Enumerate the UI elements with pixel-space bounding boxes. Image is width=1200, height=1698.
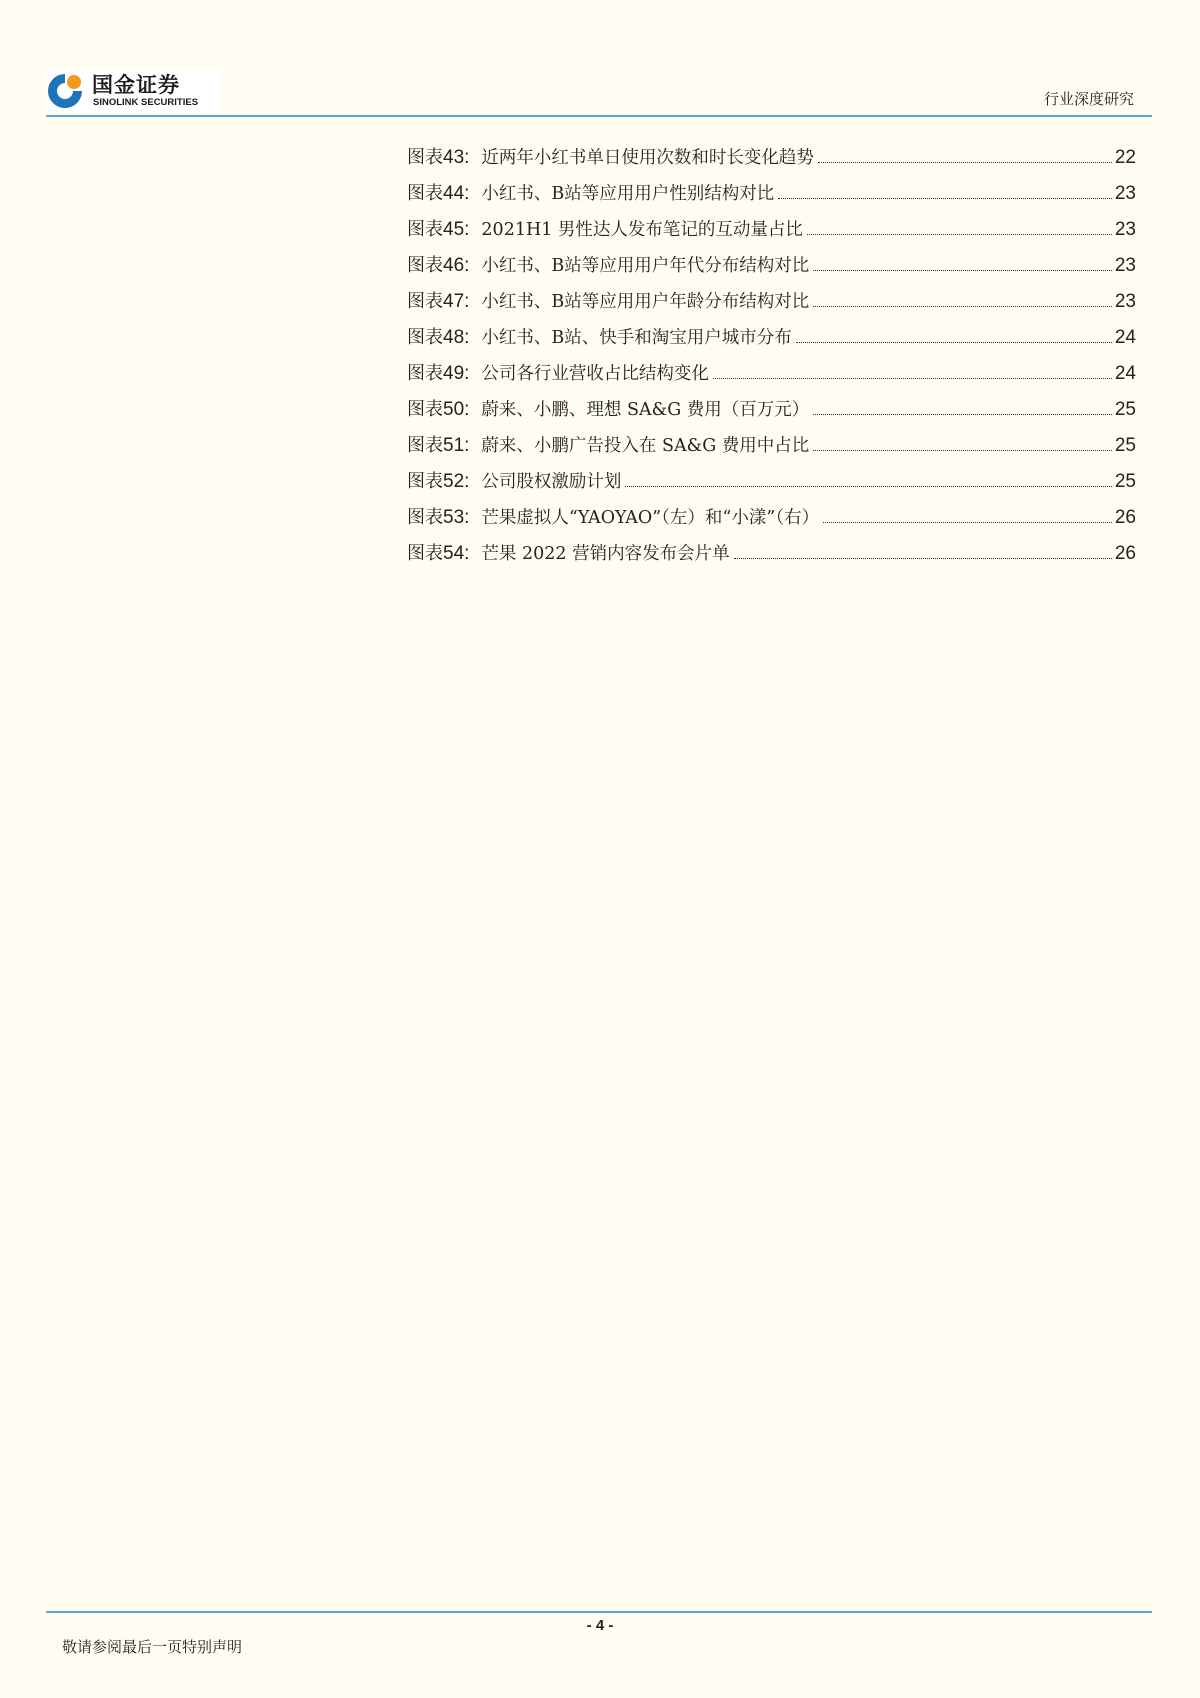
page-number: - 4 -: [586, 1617, 614, 1634]
dot-leader: [813, 306, 1112, 307]
figure-number: 47: [443, 291, 465, 312]
logo-english-name: SINOLINK SECURITIES: [93, 97, 199, 108]
page-header: [46, 68, 1152, 116]
toc-entry[interactable]: [407, 287, 1136, 323]
figure-title: 2021H1 男性达人发布笔记的互动量占比: [481, 220, 803, 240]
figure-number: 53: [443, 507, 465, 528]
figure-prefix: 图表: [407, 255, 443, 276]
figure-number: 44: [443, 183, 465, 204]
figure-title: 小红书、B站、快手和淘宝用户城市分布: [481, 328, 792, 348]
figure-prefix: 图表: [407, 543, 443, 564]
figure-title: 芒果 2022 营销内容发布会片单: [481, 544, 730, 564]
figure-colon: :: [464, 219, 470, 240]
figure-number: 51: [443, 435, 465, 456]
toc-entry[interactable]: [407, 251, 1136, 287]
dot-leader: [778, 198, 1112, 199]
toc-entry[interactable]: [407, 503, 1136, 539]
figure-colon: :: [464, 147, 470, 168]
dot-leader: [823, 522, 1112, 523]
dot-leader: [813, 450, 1112, 451]
figure-title: 蔚来、小鹏、理想 SA&G 费用（百万元）: [481, 400, 810, 420]
figure-page-number: 26: [1114, 507, 1136, 528]
figure-list: [407, 143, 1136, 575]
figure-number: 48: [443, 327, 465, 348]
figure-number: 45: [443, 219, 465, 240]
figure-colon: :: [464, 363, 470, 384]
figure-colon: :: [464, 507, 470, 528]
figure-colon: :: [464, 327, 470, 348]
figure-prefix: 图表: [407, 147, 443, 168]
dot-leader: [813, 414, 1112, 415]
figure-prefix: 图表: [407, 363, 443, 384]
toc-entry[interactable]: [407, 359, 1136, 395]
figure-title: 公司各行业营收占比结构变化: [481, 364, 709, 384]
dot-leader: [813, 270, 1112, 271]
figure-number: 43: [443, 147, 465, 168]
figure-page-number: 26: [1114, 543, 1136, 564]
figure-number: 54: [443, 543, 465, 564]
figure-page-number: 23: [1114, 291, 1136, 312]
dot-leader: [818, 162, 1112, 163]
figure-title: 小红书、B站等应用用户性别结构对比: [481, 184, 775, 204]
toc-entry[interactable]: [407, 431, 1136, 467]
figure-page-number: 23: [1114, 219, 1136, 240]
figure-page-number: 25: [1114, 471, 1136, 492]
figure-prefix: 图表: [407, 399, 443, 420]
figure-prefix: 图表: [407, 291, 443, 312]
figure-page-number: 24: [1114, 327, 1136, 348]
figure-number: 52: [443, 471, 465, 492]
figure-title: 芒果虚拟人“YAOYAO”（左）和“小漾”（右）: [481, 508, 820, 528]
toc-entry[interactable]: [407, 143, 1136, 179]
figure-title: 蔚来、小鹏广告投入在 SA&G 费用中占比: [481, 436, 810, 456]
dot-leader: [625, 486, 1111, 487]
toc-entry[interactable]: [407, 215, 1136, 251]
report-type-label: 行业深度研究: [1043, 90, 1134, 108]
logo-chinese-name: 国金证券: [92, 73, 180, 97]
figure-colon: :: [464, 543, 470, 564]
figure-page-number: 25: [1114, 435, 1136, 456]
figure-colon: :: [464, 255, 470, 276]
footer-divider: [46, 1611, 1152, 1613]
dot-leader: [713, 378, 1112, 379]
header-divider: [46, 115, 1152, 117]
toc-entry[interactable]: [407, 539, 1136, 575]
dot-leader: [807, 234, 1112, 235]
figure-colon: :: [464, 471, 470, 492]
figure-prefix: 图表: [407, 507, 443, 528]
figure-page-number: 23: [1114, 183, 1136, 204]
dot-leader: [734, 558, 1112, 559]
toc-entry[interactable]: [407, 323, 1136, 359]
figure-prefix: 图表: [407, 435, 443, 456]
figure-prefix: 图表: [407, 471, 443, 492]
toc-entry[interactable]: [407, 467, 1136, 503]
sinolink-logo-icon: [46, 70, 86, 110]
figure-colon: :: [464, 291, 470, 312]
figure-colon: :: [464, 399, 470, 420]
figure-colon: :: [464, 435, 470, 456]
figure-page-number: 24: [1114, 363, 1136, 384]
dot-leader: [796, 342, 1112, 343]
figure-page-number: 22: [1114, 147, 1136, 168]
figure-number: 49: [443, 363, 465, 384]
figure-prefix: 图表: [407, 183, 443, 204]
figure-prefix: 图表: [407, 327, 443, 348]
figure-colon: :: [464, 183, 470, 204]
figure-title: 小红书、B站等应用用户年龄分布结构对比: [481, 292, 810, 312]
figure-page-number: 25: [1114, 399, 1136, 420]
figure-title: 公司股权激励计划: [481, 472, 622, 492]
figure-number: 50: [443, 399, 465, 420]
figure-title: 近两年小红书单日使用次数和时长变化趋势: [481, 148, 814, 168]
toc-entry[interactable]: [407, 179, 1136, 215]
company-logo: [46, 68, 221, 112]
figure-title: 小红书、B站等应用用户年代分布结构对比: [481, 256, 810, 276]
disclaimer-note: 敬请参阅最后一页特别声明: [62, 1638, 243, 1656]
figure-number: 46: [443, 255, 465, 276]
figure-prefix: 图表: [407, 219, 443, 240]
figure-page-number: 23: [1114, 255, 1136, 276]
toc-entry[interactable]: [407, 395, 1136, 431]
